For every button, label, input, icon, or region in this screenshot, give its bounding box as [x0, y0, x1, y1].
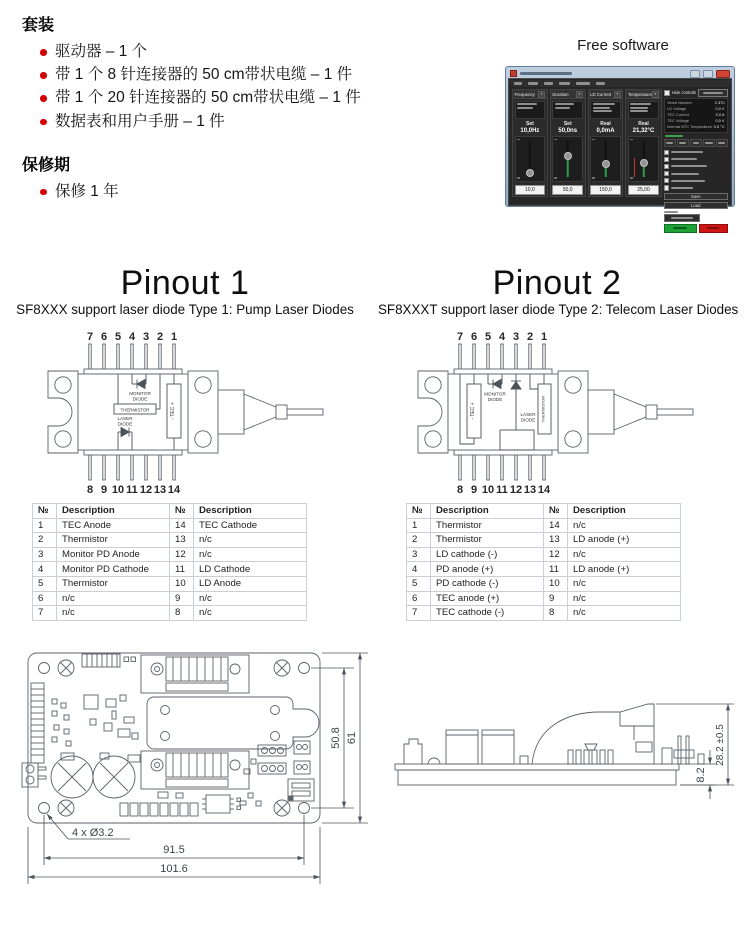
col-header: Description	[568, 504, 681, 519]
channel-frequency	[512, 89, 548, 197]
checkbox	[664, 164, 670, 170]
pin-number: 1	[170, 331, 178, 343]
pcb-edge	[395, 764, 679, 770]
dim-height-board: 61	[346, 731, 358, 745]
slider-knob	[526, 169, 534, 177]
pin-number: 2	[526, 331, 534, 343]
close-button	[716, 70, 730, 78]
checkbox	[664, 178, 670, 184]
pin-number: 6	[100, 331, 108, 343]
kit-list	[22, 40, 492, 133]
thermistor-label: THERMISTOR	[120, 407, 150, 413]
bullet-icon	[40, 49, 47, 56]
bullet-icon	[40, 119, 47, 126]
com-port-button	[698, 89, 728, 97]
pin-number: 1	[540, 331, 548, 343]
channel-value: 0,0mA	[596, 128, 615, 134]
capacitor	[51, 756, 93, 798]
chevron-down-icon: ▾	[576, 91, 583, 98]
channel-input: 50,0	[552, 185, 583, 195]
pin-number: 6	[470, 331, 478, 343]
warranty-list	[22, 180, 492, 203]
channel-mode: Set	[563, 121, 572, 127]
pin-number: 9	[470, 484, 478, 496]
stat-value: 0,0 A	[715, 111, 725, 117]
pin-number: 8	[86, 484, 94, 496]
pin-number: 9	[100, 484, 108, 496]
table-row: 3 Monitor PD Anode 12 n/c	[33, 547, 307, 562]
kit-item-text: 驱动器 – 1 个	[55, 43, 148, 60]
mounting-hole	[39, 663, 50, 674]
stop-button	[699, 224, 728, 234]
dip-switch	[288, 779, 314, 801]
pin-number: 13	[523, 484, 537, 496]
pin-number: 14	[537, 484, 551, 496]
col-header: №	[544, 504, 568, 519]
screw-icon	[58, 800, 74, 816]
table-row: 4 PD anode (+) 11 LD anode (+)	[407, 562, 681, 577]
relay	[294, 761, 310, 774]
tab	[690, 139, 702, 147]
stat-label: Internal NTC Temperature	[667, 123, 712, 129]
menu-item-blur	[514, 82, 522, 85]
channel-limits	[590, 101, 621, 119]
tab	[716, 139, 728, 147]
ribbon-connector	[31, 683, 44, 763]
table-row: 1 TEC Anode 14 TEC Cathode	[33, 518, 307, 533]
channel-input: 10,0	[515, 185, 546, 195]
fiber-boot	[218, 390, 244, 434]
dim-width-board: 101.6	[160, 863, 188, 875]
relay	[294, 741, 310, 754]
list-item	[40, 180, 492, 203]
jumper-block	[258, 763, 286, 774]
table-row: 3 LD cathode (-) 12 n/c	[407, 547, 681, 562]
list-item	[40, 40, 492, 63]
free-software-caption: Free software	[577, 37, 669, 54]
jumper-block	[258, 745, 286, 756]
channel-slider	[552, 136, 583, 182]
menu-item-blur	[528, 82, 538, 85]
table-row: 6 TEC anode (+) 9 n/c	[407, 591, 681, 606]
channel-mode: Set	[526, 121, 534, 127]
butterfly-socket	[141, 751, 249, 789]
stat-value: 2.370	[714, 100, 725, 105]
channel-value: 10,0Hz	[520, 128, 540, 134]
window-main	[510, 87, 730, 208]
channel-title: Duration	[552, 91, 569, 97]
pinout1-diagram	[30, 328, 325, 498]
table-row: 2 Thermistor 13 LD anode (+)	[407, 533, 681, 548]
table-row: 5 Thermistor 10 LD Anode	[33, 576, 307, 591]
checkbox-list	[664, 150, 728, 191]
channel-title: Temperature	[627, 91, 653, 97]
reset-button	[664, 214, 700, 222]
laser-diode-label: LASER	[520, 412, 536, 417]
table-row: 2 Thermistor 13 n/c	[33, 533, 307, 548]
pin-number: 11	[496, 484, 508, 496]
laser-diode-label: DIODE	[520, 417, 536, 423]
stat-label: Serial Number	[667, 100, 692, 105]
app-icon	[510, 70, 517, 77]
bullet-icon	[40, 95, 47, 102]
bullet-icon	[40, 72, 47, 79]
monitor-diode-label: MONITOR	[129, 391, 151, 396]
stats-box	[664, 98, 728, 133]
hide-controls-label: Hide controls	[671, 90, 697, 95]
tab	[677, 139, 689, 147]
chevron-down-icon: ▾	[614, 91, 621, 98]
kit-item-text: 带 1 个 8 针连接器的 50 cm带状电缆 – 1 件	[55, 66, 353, 84]
stat-label: TEC Current	[667, 111, 689, 117]
tab	[664, 139, 676, 147]
pin-number: 4	[498, 331, 506, 343]
col-header: Description	[431, 504, 544, 519]
software-screenshot	[505, 66, 735, 207]
col-header: №	[33, 504, 57, 519]
checkbox	[664, 171, 670, 177]
tab-row	[664, 139, 728, 147]
base-plate	[398, 770, 676, 785]
fiber-boot	[588, 390, 614, 434]
pin-number: 12	[139, 484, 153, 496]
save-button: Save	[664, 193, 728, 200]
monitor-diode-label: MONITOR	[484, 391, 506, 397]
side-panel	[664, 89, 728, 208]
pin-number: 7	[86, 331, 94, 343]
pin-number: 10	[481, 484, 495, 496]
dim-total-height: 28.2 ±0.5	[715, 724, 726, 766]
menu-item-blur	[596, 82, 605, 85]
maximize-button	[703, 70, 713, 78]
stat-label: LD Voltage	[667, 105, 687, 111]
channel-slider	[590, 136, 621, 182]
pinout2-title: Pinout 2	[492, 264, 622, 302]
channel-duration	[550, 89, 586, 197]
col-header: №	[170, 504, 194, 519]
fiber-guard-arch	[532, 704, 654, 764]
board-outline	[28, 653, 320, 823]
col-header: Description	[57, 504, 170, 519]
stat-value: 0,0 °C	[713, 123, 725, 129]
menu-item-blur	[559, 82, 570, 85]
channel-input: 150,0	[590, 185, 621, 195]
kit-heading: 套装	[22, 17, 55, 34]
fiber-pigtail	[657, 409, 693, 415]
channel-temperature	[625, 89, 661, 197]
pcb-top-view-drawing	[8, 637, 386, 929]
stat-value: 0,0 V	[715, 105, 725, 111]
laser-diode-label: DIODE	[117, 421, 133, 427]
screw-terminal	[22, 763, 46, 787]
dim-base-height: 8.2	[695, 767, 707, 783]
heat-spreader-plate	[147, 697, 319, 749]
pinout1-table	[32, 503, 307, 621]
table-header-row	[407, 504, 681, 519]
slider-knob	[602, 160, 610, 168]
col-header: Description	[194, 504, 307, 519]
kit-item-text: 数据表和用户手册 – 1 件	[55, 112, 225, 130]
screw-icon	[274, 660, 290, 676]
hide-controls-checkbox	[664, 90, 670, 96]
monitor-diode-label: DIODE	[132, 396, 148, 402]
tec-label: - TEC +	[170, 402, 176, 420]
checkbox	[664, 150, 670, 156]
ic-chip	[202, 795, 241, 813]
butterfly-socket	[141, 655, 249, 693]
table-row: 1 Thermistor 14 n/c	[407, 518, 681, 533]
channel-value: 50,0ns	[558, 128, 578, 134]
menu-item-blur	[544, 82, 553, 85]
channel-limits	[515, 101, 546, 119]
top-connector	[82, 654, 136, 667]
kit-section	[22, 4, 492, 203]
pin-number: 7	[456, 331, 464, 343]
window-title-blur	[520, 72, 572, 75]
pin-number: 3	[142, 331, 150, 343]
pinout1-title: Pinout 1	[120, 264, 250, 302]
channel-title: Frequency	[514, 91, 535, 97]
channel-mode: Real	[600, 121, 611, 127]
list-item	[40, 110, 492, 133]
dim-width-holes: 91.5	[163, 844, 185, 856]
pinout1-subtitle: SF8XXX support laser diode Type 1: Pump Laser Diodes	[16, 302, 354, 317]
minimize-button	[690, 70, 700, 78]
pin-number: 2	[156, 331, 164, 343]
chevron-down-icon: ▾	[652, 91, 659, 98]
tec-label: - TEC +	[470, 402, 476, 420]
monitor-diode-label: DIODE	[487, 397, 503, 403]
slider-knob	[564, 152, 572, 160]
col-header: №	[407, 504, 431, 519]
chevron-down-icon: ▾	[538, 91, 545, 98]
table-row: 7 n/c 8 n/c	[33, 606, 307, 621]
table-row: 6 n/c 9 n/c	[33, 591, 307, 606]
pin-number: 14	[167, 484, 181, 496]
mounting-hole	[299, 803, 310, 814]
pin-number: 10	[111, 484, 125, 496]
laser-diode-label: LASER	[117, 416, 133, 421]
bullet-icon	[40, 189, 47, 196]
list-item	[40, 63, 492, 86]
pcb-side-view-drawing	[382, 682, 750, 864]
kit-item-text: 带 1 个 20 针连接器的 50 cm带状电缆 – 1 件	[55, 89, 361, 107]
channel-ld-current	[588, 89, 624, 197]
pin-number: 5	[484, 331, 492, 343]
status-blur	[665, 135, 683, 137]
pin-number: 13	[153, 484, 167, 496]
start-button	[664, 224, 697, 234]
channel-slider	[628, 136, 659, 182]
mounting-hole	[299, 663, 310, 674]
menu-item-blur	[576, 82, 590, 85]
load-button: Load	[664, 202, 728, 209]
channel-slider	[515, 136, 546, 182]
pin-number: 8	[456, 484, 464, 496]
slider-knob	[640, 159, 648, 167]
pinout2-diagram	[400, 328, 695, 498]
pin-number: 11	[126, 484, 138, 496]
channel-input: 25,00	[628, 185, 659, 195]
checkbox	[664, 185, 670, 191]
stat-value: 0,0 V	[715, 117, 725, 123]
channel-limits	[628, 101, 659, 119]
left-bracket	[404, 739, 422, 764]
dim-hole-note: 4 x Ø3.2	[72, 827, 114, 839]
table-header-row	[33, 504, 307, 519]
pin-number: 3	[512, 331, 520, 343]
fiber-pigtail	[287, 409, 323, 415]
menu-bar	[510, 80, 730, 87]
table-row: 5 PD cathode (-) 10 n/c	[407, 576, 681, 591]
pin-number: 4	[128, 331, 136, 343]
warranty-item-text: 保修 1 年	[55, 182, 119, 200]
dim-height-holes: 50.8	[330, 727, 342, 749]
pin-number: 12	[509, 484, 523, 496]
tab	[703, 139, 715, 147]
table-row: 4 Monitor PD Cathode 11 LD Cathode	[33, 562, 307, 577]
screw-icon	[58, 660, 74, 676]
window-titlebar	[508, 69, 732, 78]
channel-title: LD Current	[590, 91, 612, 97]
warranty-heading: 保修期	[22, 156, 71, 174]
thermistor-label: THERMISTOR	[540, 395, 546, 423]
limit-marker	[634, 158, 635, 177]
table-row: 7 TEC cathode (-) 8 n/c	[407, 606, 681, 621]
mounting-hole	[39, 803, 50, 814]
channel-limits	[552, 101, 583, 119]
screw-icon	[274, 800, 290, 816]
window-body	[508, 78, 732, 206]
pinout2-table	[406, 503, 681, 621]
stat-label: TEC Voltage	[667, 117, 689, 123]
channel-value: 21,32°C	[632, 128, 655, 134]
pin-number: 5	[114, 331, 122, 343]
list-item	[40, 86, 492, 109]
checkbox	[664, 157, 670, 163]
channel-mode: Real	[638, 121, 649, 127]
pinout2-subtitle: SF8XXXT support laser diode Type 2: Telecom Laser Diodes	[378, 302, 739, 317]
